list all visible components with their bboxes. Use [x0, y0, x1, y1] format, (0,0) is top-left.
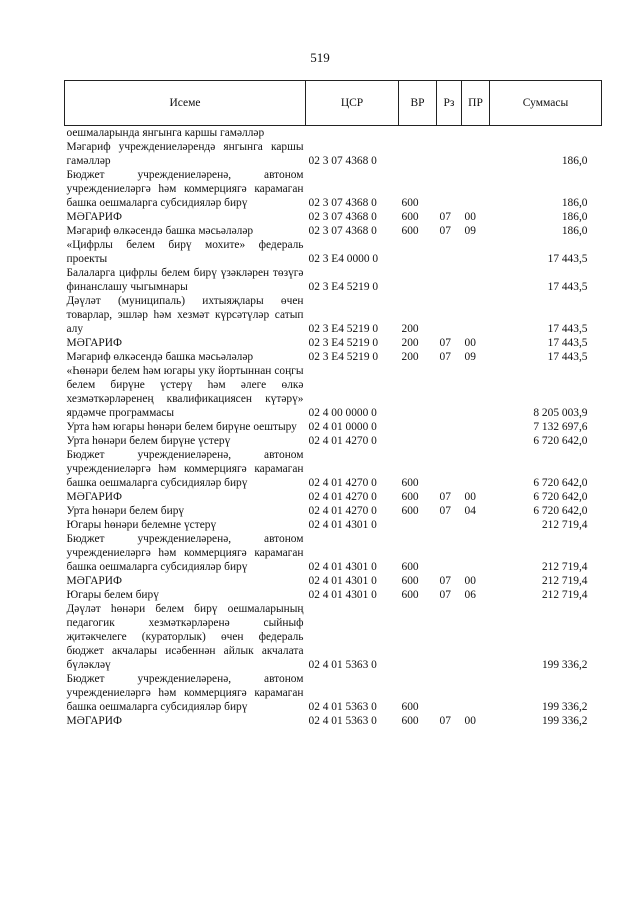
cell-vr: 600: [401, 715, 419, 727]
cell-vr: 600: [401, 701, 419, 713]
cell-vr: [399, 140, 437, 168]
header-name: Исеме: [65, 81, 306, 126]
cell-rz: 07: [439, 491, 451, 503]
cell-rz: [437, 672, 462, 714]
cell-rz: [437, 238, 462, 266]
table-row: [65, 168, 602, 210]
cell-vr: [399, 434, 437, 448]
cell-sum: 212 719,4: [541, 519, 588, 531]
cell-pr: [462, 294, 490, 336]
cell-name: МӘГАРИФ: [66, 575, 122, 587]
cell-csr: 02 4 01 5363 0: [308, 701, 377, 713]
cell-sum: 212 719,4: [541, 589, 588, 601]
cell-pr: [462, 420, 490, 434]
cell-rz: 07: [439, 715, 451, 727]
cell-name: Урта һөнәри белем бирү: [66, 505, 185, 517]
cell-name: Бюджет учреждениеләренә, автоном учреждениеләргә һәм коммерциягә карамаган башка оешмаларга субсидияләр бирү: [66, 169, 304, 209]
cell-sum: 199 336,2: [541, 701, 588, 713]
cell-name: Мәгариф өлкәсендә башка мәсьәләләр: [66, 225, 254, 237]
cell-rz: [437, 126, 462, 141]
table-row: [65, 504, 602, 518]
cell-rz: 07: [439, 225, 451, 237]
cell-name: «Цифрлы белем бирү мохите» федераль проекты: [66, 239, 304, 265]
cell-sum: 17 443,5: [547, 323, 588, 335]
cell-name: Урта һөнәри белем бирүне үстерү: [66, 435, 231, 447]
cell-name: оешмаларында янгынга каршы гамәлләр: [66, 127, 265, 139]
cell-sum: [490, 126, 602, 141]
cell-vr: 600: [401, 197, 419, 209]
cell-pr: [462, 266, 490, 294]
cell-pr: 09: [464, 225, 476, 237]
cell-pr: 00: [464, 211, 476, 223]
cell-name: МӘГАРИФ: [66, 715, 122, 727]
cell-vr: 600: [401, 561, 419, 573]
cell-sum: 17 443,5: [547, 253, 588, 265]
cell-rz: 07: [439, 211, 451, 223]
cell-pr: [462, 448, 490, 490]
cell-vr: 600: [401, 491, 419, 503]
cell-name: Урта һәм югары һөнәри белем бирүне оештыру: [66, 421, 297, 433]
table-row: [65, 434, 602, 448]
cell-vr: [399, 420, 437, 434]
cell-sum: 199 336,2: [541, 659, 588, 671]
table-row: [65, 602, 602, 672]
cell-vr: 600: [401, 477, 419, 489]
table-row: [65, 336, 602, 350]
table-row: [65, 490, 602, 504]
cell-sum: 186,0: [561, 155, 588, 167]
table-row: [65, 714, 602, 728]
cell-csr: 02 3 E4 5219 0: [308, 351, 379, 363]
cell-vr: [399, 126, 437, 141]
cell-sum: 6 720 642,0: [533, 477, 588, 489]
cell-vr: 600: [401, 225, 419, 237]
cell-csr: 02 3 07 4368 0: [308, 155, 377, 167]
cell-vr: [399, 364, 437, 420]
cell-rz: [437, 602, 462, 672]
cell-csr: 02 4 01 4270 0: [308, 477, 377, 489]
cell-name: Бюджет учреждениеләренә, автоном учреждениеләргә һәм коммерциягә карамаган башка оешмаларга субсидияләр бирү: [66, 673, 304, 713]
table-row: [65, 294, 602, 336]
cell-csr: 02 3 07 4368 0: [308, 211, 377, 223]
cell-sum: 6 720 642,0: [533, 491, 588, 503]
cell-rz: 07: [439, 337, 451, 349]
cell-name: Дәүләт һөнәри белем бирү оешмаларының педагогик хезмәткәрләренә сыйныф җитәкчелеге (кураторлык) өчен федераль бюджет акчалары исәбеннән айлык акчалата бүләкләү: [66, 603, 304, 671]
table-row: [65, 126, 602, 141]
cell-csr: [306, 126, 399, 141]
cell-sum: 8 205 003,9: [533, 407, 588, 419]
table-row: [65, 224, 602, 238]
cell-pr: [462, 126, 490, 141]
cell-pr: [462, 532, 490, 574]
cell-csr: 02 3 E4 5219 0: [308, 337, 379, 349]
header-row: [65, 81, 602, 126]
table-row: [65, 238, 602, 266]
cell-rz: [437, 168, 462, 210]
cell-pr: 04: [464, 505, 476, 517]
cell-vr: 600: [401, 589, 419, 601]
cell-pr: [462, 518, 490, 532]
table-row: [65, 518, 602, 532]
cell-name: Мәгариф өлкәсендә башка мәсьәләләр: [66, 351, 254, 363]
cell-pr: 00: [464, 337, 476, 349]
cell-name: «Һөнәри белем һәм югары уку йортыннан соңгы белем бирүне үстерү һәм әлеге өлкә хезмәткәрләренең квалификациясен күтәрү» ярдәмче программасы: [66, 365, 304, 419]
cell-vr: [399, 266, 437, 294]
cell-rz: [437, 140, 462, 168]
table-row: [65, 574, 602, 588]
cell-rz: [437, 420, 462, 434]
table-row: [65, 140, 602, 168]
cell-rz: [437, 364, 462, 420]
cell-name: МӘГАРИФ: [66, 337, 122, 349]
table-row: [65, 364, 602, 420]
cell-csr: 02 3 07 4368 0: [308, 197, 377, 209]
page-number: 519: [310, 50, 330, 65]
cell-pr: [462, 364, 490, 420]
cell-sum: 6 720 642,0: [533, 505, 588, 517]
cell-name: Югары белем бирү: [66, 589, 159, 601]
cell-vr: 200: [401, 323, 419, 335]
cell-sum: 6 720 642,0: [533, 435, 588, 447]
cell-name: Бюджет учреждениеләренә, автоном учреждениеләргә һәм коммерциягә карамаган башка оешмаларга субсидияләр бирү: [66, 449, 304, 489]
cell-sum: 199 336,2: [541, 715, 588, 727]
cell-name: Дәүләт (муниципаль) ихтыяҗлары өчен товарлар, эшләр һәм хезмәт күрсәтүләр сатып алу: [66, 295, 304, 335]
cell-rz: [437, 294, 462, 336]
cell-sum: 17 443,5: [547, 351, 588, 363]
cell-csr: 02 3 E4 5219 0: [308, 323, 379, 335]
cell-name: МӘГАРИФ: [66, 211, 122, 223]
cell-csr: 02 4 01 5363 0: [308, 659, 377, 671]
cell-sum: 17 443,5: [547, 337, 588, 349]
table-row: [65, 532, 602, 574]
header-vr: ВР: [399, 81, 437, 126]
cell-csr: 02 4 00 0000 0: [308, 407, 377, 419]
cell-csr: 02 3 E4 5219 0: [308, 281, 379, 293]
header-rz: Рз: [437, 81, 462, 126]
cell-csr: 02 4 01 4301 0: [308, 575, 377, 587]
cell-vr: [399, 238, 437, 266]
table-row: [65, 672, 602, 714]
cell-csr: 02 3 07 4368 0: [308, 225, 377, 237]
cell-pr: 00: [464, 491, 476, 503]
cell-csr: 02 4 01 4270 0: [308, 435, 377, 447]
cell-rz: 07: [439, 351, 451, 363]
cell-name: Югары һөнәри белемне үстерү: [66, 519, 217, 531]
table-body: [65, 126, 602, 729]
cell-rz: [437, 448, 462, 490]
cell-csr: 02 4 01 4270 0: [308, 505, 377, 517]
cell-name: МӘГАРИФ: [66, 491, 122, 503]
cell-sum: 7 132 697,6: [533, 421, 588, 433]
cell-pr: [462, 434, 490, 448]
cell-sum: 212 719,4: [541, 575, 588, 587]
cell-pr: [462, 602, 490, 672]
cell-pr: 06: [464, 589, 476, 601]
cell-sum: 186,0: [561, 211, 588, 223]
cell-csr: 02 4 01 0000 0: [308, 421, 377, 433]
cell-pr: [462, 672, 490, 714]
cell-pr: [462, 238, 490, 266]
cell-pr: [462, 140, 490, 168]
cell-name: Балаларга цифрлы белем бирү үзәкләрен төзүгә финанслашу чыгымнары: [66, 267, 304, 293]
cell-name: Мәгариф учреждениеләрендә янгынга каршы гамәлләр: [66, 141, 304, 167]
cell-name: Бюджет учреждениеләренә, автоном учреждениеләргә һәм коммерциягә карамаган башка оешмаларга субсидияләр бирү: [66, 533, 304, 573]
cell-pr: 09: [464, 351, 476, 363]
cell-vr: 600: [401, 211, 419, 223]
cell-rz: [437, 266, 462, 294]
cell-sum: 186,0: [561, 197, 588, 209]
cell-csr: 02 4 01 5363 0: [308, 715, 377, 727]
cell-csr: 02 3 E4 0000 0: [308, 253, 379, 265]
header-pr: ПР: [462, 81, 490, 126]
cell-vr: 200: [401, 337, 419, 349]
cell-sum: 186,0: [561, 225, 588, 237]
cell-rz: [437, 532, 462, 574]
header-sum: Суммасы: [490, 81, 602, 126]
cell-sum: 17 443,5: [547, 281, 588, 293]
table-row: [65, 448, 602, 490]
cell-pr: 00: [464, 575, 476, 587]
cell-sum: 212 719,4: [541, 561, 588, 573]
header-csr: ЦСР: [306, 81, 399, 126]
table-header: [65, 81, 602, 126]
cell-csr: 02 4 01 4301 0: [308, 519, 377, 531]
budget-table: [64, 80, 602, 728]
cell-vr: 200: [401, 351, 419, 363]
table-row: [65, 210, 602, 224]
cell-vr: 600: [401, 505, 419, 517]
table-row: [65, 588, 602, 602]
cell-rz: [437, 434, 462, 448]
cell-csr: 02 4 01 4270 0: [308, 491, 377, 503]
cell-rz: 07: [439, 589, 451, 601]
cell-csr: 02 4 01 4301 0: [308, 561, 377, 573]
table-row: [65, 420, 602, 434]
cell-rz: [437, 518, 462, 532]
cell-vr: [399, 602, 437, 672]
cell-csr: 02 4 01 4301 0: [308, 589, 377, 601]
cell-pr: 00: [464, 715, 476, 727]
cell-rz: 07: [439, 505, 451, 517]
cell-pr: [462, 168, 490, 210]
table-row: [65, 350, 602, 364]
cell-rz: 07: [439, 575, 451, 587]
cell-vr: 600: [401, 575, 419, 587]
budget-table-container: [64, 80, 601, 728]
table-row: [65, 266, 602, 294]
cell-vr: [399, 518, 437, 532]
